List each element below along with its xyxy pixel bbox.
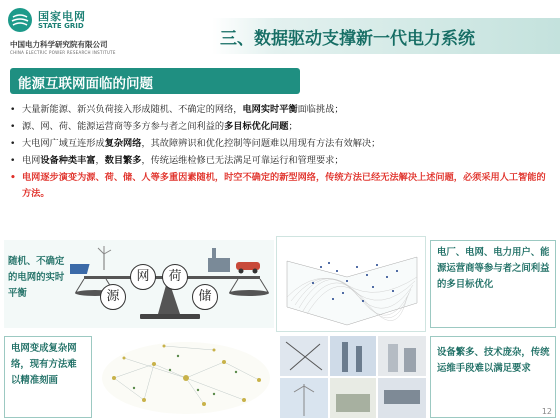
- equipment-photos-panel: [280, 336, 426, 418]
- surface-plot-illustration: [277, 237, 425, 331]
- bullet-dot: •: [10, 138, 16, 149]
- problem-item: [8, 102, 552, 119]
- problem-item: [8, 153, 552, 170]
- institute-name-en: CHINA ELECTRIC POWER RESEARCH INSTITUTE: [10, 50, 116, 55]
- network-graph-illustration: [94, 334, 276, 418]
- network-graph-panel: [94, 334, 276, 418]
- balance-label-circle: 源: [100, 284, 126, 310]
- item-text: 源、网、荷、能源运营商等多方参与者之间利益的: [22, 121, 225, 132]
- bullet-dot: •: [10, 172, 16, 183]
- item-text: ；: [288, 121, 298, 132]
- solar-panel-icon: [70, 264, 90, 274]
- item-text: 面临挑战；: [297, 104, 344, 115]
- section-banner-text: 能源互联网面临的问题: [18, 76, 153, 92]
- problem-item: [8, 119, 552, 136]
- complex-network-text: 电网变成复杂网络，现有方法难以精准刻画: [11, 343, 77, 386]
- slide-title: 三、数据驱动支撑新一代电力系统: [220, 29, 475, 49]
- page-number: 12: [541, 407, 552, 416]
- item-text: ，传统运维检修已无法满足可靠运行和管理要求；: [141, 155, 344, 166]
- equipment-text-panel: [430, 336, 556, 418]
- equipment-text: 设备繁多、技术庞杂，传统运维手段难以满足要求: [437, 347, 550, 374]
- emphasis-text: 复杂网络: [104, 138, 142, 149]
- multi-objective-text: 电厂、电网、电力用户、能源运营商等参与者之间利益的多目标优化: [437, 247, 550, 290]
- surface-plot-panel: [276, 236, 426, 332]
- item-text: ，: [95, 155, 105, 166]
- item-text: ，其故障辨识和优化控制等问题难以用现有方法有效解决；: [141, 138, 381, 149]
- problem-item: [8, 136, 552, 153]
- emphasis-text: 多目标优化问题: [224, 121, 289, 132]
- item-text: 大电网广域互连形成: [22, 138, 105, 149]
- title-bar: [212, 18, 560, 54]
- emphasis-text: 数目繁多: [104, 155, 142, 166]
- bullet-dot: •: [10, 155, 16, 166]
- balance-label-circle: 荷: [162, 264, 188, 290]
- logo-cn-text: 国家电网: [38, 10, 86, 23]
- balance-label-circle: 网: [130, 264, 156, 290]
- emphasis-text: 设备种类丰富: [40, 155, 96, 166]
- header: [0, 0, 560, 62]
- item-text: 电网逐步演变为源、荷、储、人等多重因素随机，时空不确定的新型网络，传统方法已经无法解决上述问题，必须采用人工智能的方法。: [22, 172, 546, 199]
- balance-label-circle: 储: [192, 284, 218, 310]
- factory-icon: [208, 248, 230, 272]
- institute-name-cn: 中国电力科学研究院有限公司: [10, 40, 108, 49]
- illustration-area: [0, 236, 560, 420]
- problem-item: [8, 170, 552, 202]
- complex-network-text-panel: [4, 336, 92, 418]
- item-text: 电网: [22, 155, 41, 166]
- problem-list: [8, 102, 552, 202]
- multi-objective-panel: [430, 240, 556, 328]
- item-text: 大量新能源、新兴负荷接入形成随机、不确定的网络，: [22, 104, 243, 115]
- balance-panel-text: 随机、不确定的电网的实时平衡: [8, 256, 65, 299]
- balance-panel: [4, 240, 274, 328]
- equipment-photo-collage: [280, 336, 426, 418]
- section-banner: [10, 68, 300, 94]
- state-grid-logo-icon: [8, 8, 32, 32]
- logo-en-text: STATE GRID: [38, 22, 84, 30]
- bullet-dot: •: [10, 104, 16, 115]
- emphasis-text: 电网实时平衡: [242, 104, 298, 115]
- wind-turbine-icon: [98, 246, 111, 270]
- car-icon: [236, 262, 260, 274]
- bullet-dot: •: [10, 121, 16, 132]
